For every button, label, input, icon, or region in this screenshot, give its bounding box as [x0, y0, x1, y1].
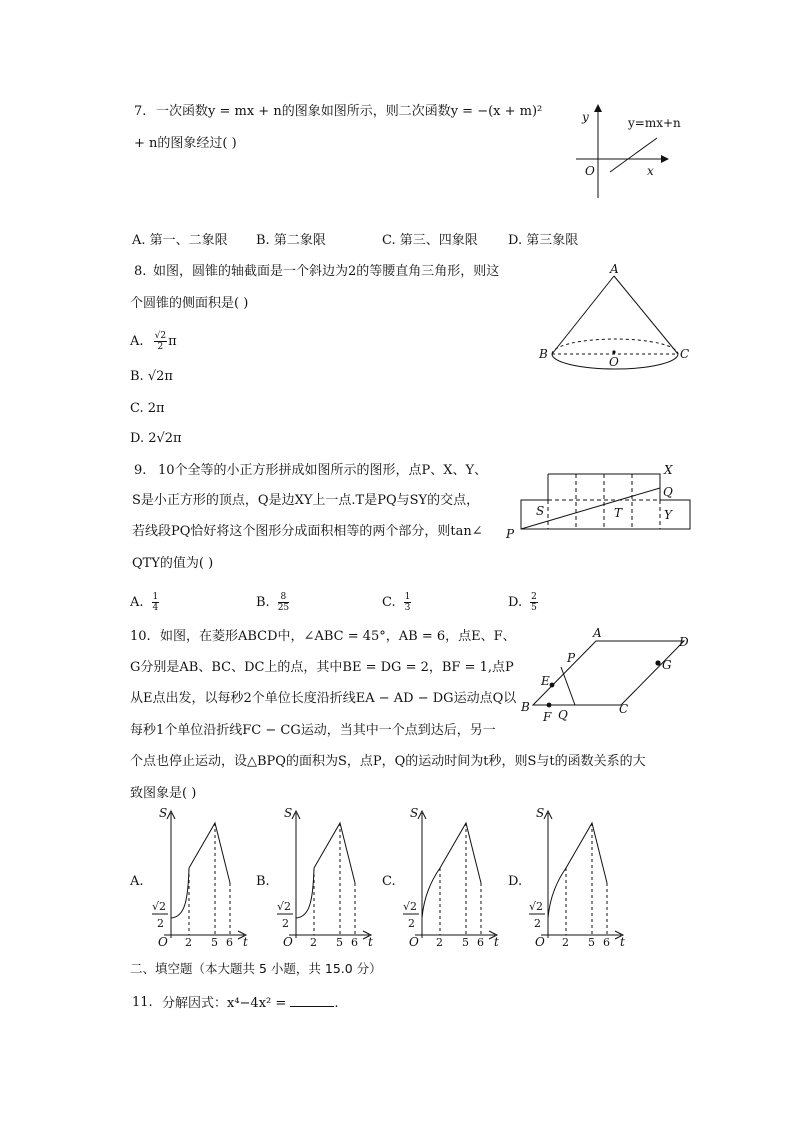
q10-graph-b	[271, 803, 381, 948]
tick-6: 6	[226, 936, 233, 949]
q10-line6: 致图象是( )	[130, 786, 197, 801]
q8-label-c: C	[680, 347, 690, 361]
q9-option-a: A. $\frac{1}{4}$	[130, 592, 159, 613]
tick-den: 2	[408, 917, 415, 930]
s-label: S	[410, 806, 419, 820]
q8-option-a: A. $\frac{√2}{2}$ π	[130, 331, 177, 352]
q10-number: 10.	[130, 629, 151, 644]
s-label: S	[536, 806, 545, 820]
q8-figure	[530, 260, 710, 375]
q10-label-d: D	[679, 635, 689, 649]
origin-label: O	[283, 935, 293, 949]
q8-slant-right	[614, 276, 678, 354]
q9-option-d: D. $\frac{2}{5}$	[508, 592, 537, 613]
q9-line4: QTY的值为( )	[132, 556, 214, 571]
tick-den: 2	[534, 917, 541, 930]
q9-label-x: X	[664, 463, 673, 477]
q7-line-label: y=mx+n	[628, 116, 681, 130]
q8-line2: 个圆锥的侧面积是( )	[130, 296, 249, 311]
t-label: t	[620, 935, 625, 949]
q10-label-e: E	[541, 674, 550, 688]
section-2-heading: 二、填空题（本大题共 5 小题，共 15.0 分）	[130, 961, 382, 976]
q10-point-e	[550, 683, 555, 688]
s-label: S	[159, 806, 168, 820]
q10-line1: 如图，在菱形ABCD中，∠ABC = 45°，AB = 6，点E、F、	[160, 629, 516, 644]
q9-number: 9.	[134, 463, 147, 478]
q7-option-b: B. 第二象限	[256, 233, 326, 248]
q9-label-p: P	[506, 527, 515, 541]
q9-figure	[500, 462, 700, 542]
q8-option-d: D. 2√2π	[130, 431, 182, 446]
q9-line2: S是小正方形的顶点，Q是边XY上一点.T是PQ与SY的交点，	[132, 493, 480, 508]
q9-label-q: Q	[663, 485, 673, 499]
tick-den: 2	[157, 917, 164, 930]
tick-5: 5	[336, 936, 343, 949]
tick-5: 5	[211, 936, 218, 949]
q7-option-a: A. 第一、二象限	[132, 233, 228, 248]
q7-number: 7.	[134, 104, 147, 119]
q10-label-b: B	[521, 700, 530, 714]
q10-line2: G分别是AB、BC、DC上的点，其中BE = DG = 2，BF = 1,点P	[130, 660, 514, 675]
origin-label: O	[535, 935, 545, 949]
q10-graph-a	[146, 803, 256, 948]
graph-segments	[440, 823, 481, 883]
q8-slant-left	[552, 276, 614, 354]
q10-graph-c	[397, 803, 507, 948]
q10-segment-pq	[561, 667, 575, 705]
t-label: t	[243, 935, 248, 949]
q10-option-b: B.	[256, 874, 270, 889]
q8-center-point	[612, 350, 615, 353]
t-label: t	[368, 935, 373, 949]
tick-root: √2	[403, 900, 418, 913]
q10-option-d: D.	[508, 874, 523, 889]
q11-answer-blank[interactable]	[290, 994, 334, 1007]
tick-5: 5	[462, 936, 469, 949]
tick-6: 6	[477, 936, 484, 949]
tick-2: 2	[436, 936, 443, 949]
q7-line2: + n的图象经过( )	[134, 136, 237, 151]
q7-origin: O	[585, 164, 595, 178]
q10-line3: 从E点出发，以每秒2个单位长度沿折线EA − AD − DG运动点Q以	[130, 691, 517, 706]
q10-label-q: Q	[558, 708, 568, 722]
q10-rhombus	[533, 641, 684, 705]
tick-2: 2	[562, 936, 569, 949]
graph-curve	[548, 868, 566, 918]
q9-option-c: C. $\frac{1}{3}$	[382, 592, 411, 613]
t-label: t	[494, 935, 499, 949]
q8-option-c: C. 2π	[130, 401, 165, 416]
graph-segments	[314, 823, 355, 883]
tick-2: 2	[185, 936, 192, 949]
q9-option-b: B. $\frac{8}{25}$	[256, 592, 290, 613]
q10-point-f	[547, 703, 552, 708]
graph-curve	[171, 868, 189, 918]
q7-option-d: D. 第三象限	[508, 233, 579, 248]
q7-y-label: y	[582, 110, 589, 124]
q10-option-a: A.	[130, 874, 144, 889]
q10-point-g	[655, 660, 660, 665]
q8-line1: 如图，圆锥的轴截面是一个斜边为2的等腰直角三角形，则这	[153, 264, 500, 279]
origin-label: O	[409, 935, 419, 949]
tick-6: 6	[351, 936, 358, 949]
q8-label-b: B	[539, 347, 548, 361]
q10-label-p: P	[567, 651, 576, 665]
q9-line1: 10个全等的小正方形拼成如图所示的图形，点P、X、Y、	[158, 463, 488, 478]
q10-graph-d	[523, 803, 633, 948]
q9-label-y: Y	[664, 508, 672, 522]
q10-figure	[515, 625, 705, 725]
tick-5: 5	[588, 936, 595, 949]
tick-6: 6	[603, 936, 610, 949]
q7-option-c: C. 第三、四象限	[382, 233, 478, 248]
graph-curve	[296, 868, 314, 918]
q8-number: 8.	[134, 264, 147, 279]
q9-line3: 若线段PQ恰好将这个图形分成面积相等的两个部分，则tan∠	[132, 524, 483, 539]
origin-label: O	[158, 935, 168, 949]
q10-label-g: G	[662, 658, 672, 672]
tick-den: 2	[282, 917, 289, 930]
graph-curve	[422, 868, 440, 918]
graph-segments	[189, 823, 230, 883]
q10-option-c: C.	[382, 874, 396, 889]
q9-label-s: S	[536, 504, 545, 518]
q11-number: 11.	[132, 995, 153, 1010]
q7-line1: 一次函数y = mx + n的图象如图所示，则二次函数y = −(x + m)²	[156, 104, 543, 119]
q10-label-f: F	[543, 710, 552, 724]
q10-line5: 个点也停止运动，设△BPQ的面积为S，点P，Q的运动时间为t秒，则S与t的函数关系的大	[130, 754, 646, 769]
tick-root: √2	[529, 900, 544, 913]
tick-root: √2	[152, 900, 167, 913]
graph-segments	[566, 823, 607, 883]
q7-x-label: x	[647, 164, 654, 178]
tick-root: √2	[277, 900, 292, 913]
q11-text: 分解因式：x⁴−4x² = .	[162, 996, 339, 1011]
q8-label-a: A	[610, 262, 619, 276]
s-label: S	[284, 806, 293, 820]
q10-line4: 每秒1个单位沿折线FC − CG运动，当其中一个点到达后，另一	[130, 723, 496, 738]
q7-figure	[570, 100, 710, 200]
q10-label-c: C	[619, 702, 629, 716]
tick-2: 2	[310, 936, 317, 949]
q8-label-o: O	[609, 355, 619, 369]
q9-label-t: T	[614, 506, 623, 520]
q10-label-a: A	[593, 626, 602, 640]
q8-option-b: B. √2π	[130, 369, 173, 384]
